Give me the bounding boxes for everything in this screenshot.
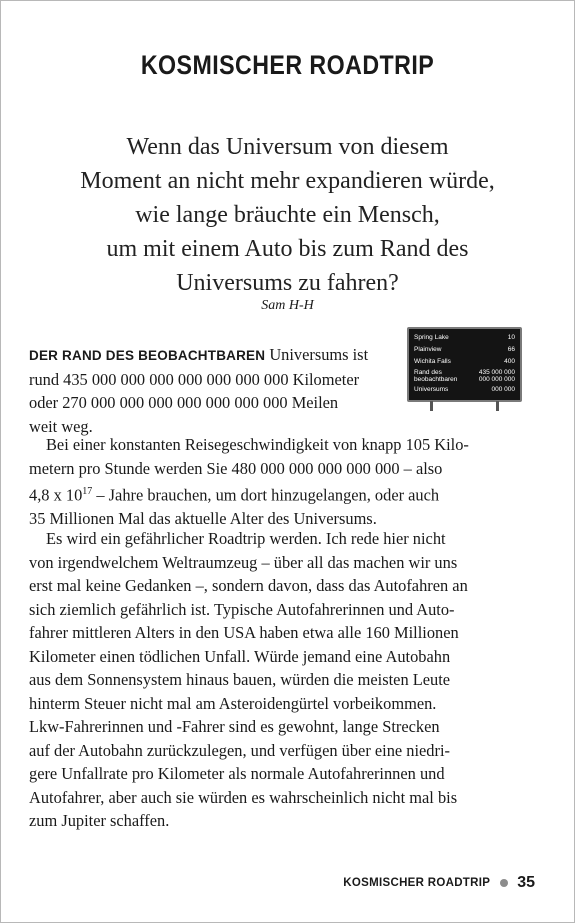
sign-place: Plainview [414,346,442,354]
exponent: 17 [82,486,93,497]
text-line: metern pro Stunde werden Sie 480 000 000 000 000 000 – also [29,458,443,478]
text-line: gere Unfallrate pro Kilometer als normale Autofahrerinnen und [29,764,445,783]
question-line: Wenn das Universum von diesem [126,134,449,160]
page-footer [343,874,535,892]
page-number: 35 [517,874,535,891]
page-title: KOSMISCHER ROADTRIP [140,50,435,80]
question-line: Moment an nicht mehr expandieren würde, [80,168,495,194]
sign-place: Universums [414,386,449,394]
sign-distance: 435 000 000 000 000 000 [478,368,515,383]
text-line: Autofahrer, aber auch sie würden es wahrscheinlich nicht mal bis [29,787,458,807]
paragraph-2 [29,433,549,530]
bullet-separator [500,879,508,887]
paragraph-1 [29,343,549,438]
text-line [29,480,549,507]
sign-place: Wichita Falls [414,358,451,366]
question-line: wie lange bräuchte ein Mensch, [135,202,440,228]
question [30,130,545,300]
text-run: – Jahre brauchen, um dort hinzugelangen, oder auch [92,485,440,505]
sign-distance: 66 [507,346,515,354]
text-run: Universums ist [265,345,369,364]
sign-distance: 000 000 [491,386,515,394]
sign-distance: 400 [504,358,515,366]
text-line: rund 435 000 000 000 000 000 000 000 Kilometer [29,369,360,389]
text-line: weit weg. [29,416,93,436]
text-line: von irgendwelchem Weltraumzeug – über all das machen wir uns [29,552,458,572]
text-run: 4,8 x 10 [29,485,83,505]
question-line: Universums zu fahren? [176,270,399,296]
sign-place: Rand des beobachtbaren [414,368,458,383]
text-line: hinterm Steuer nicht mal am Asteroidengürtel vorbeikommen. [29,693,437,713]
sign-place: Spring Lake [414,334,449,342]
text-line: oder 270 000 000 000 000 000 000 000 Meilen [29,393,339,412]
text-line: auf der Autobahn zurückzulegen, und verfügen über eine niedri- [29,740,450,760]
text-line: Kilometer einen tödlichen Unfall. Würde jemand eine Autobahn [29,646,451,666]
footer-title: KOSMISCHER ROADTRIP [343,877,491,889]
text-line: Lkw-Fahrerinnen und -Fahrer sind es gewohnt, lange Strecken [29,717,440,736]
text-line: aus dem Sonnensystem hinaus bauen, würden die meisten Leute [29,670,451,689]
text-line: Es wird ein gefährlicher Roadtrip werden. Ich rede hier nicht [46,529,446,548]
text-line: 35 Millionen Mal das aktuelle Alter des Universums. [29,508,377,528]
sign-distance: 10 [507,334,515,342]
lead-in: DER RAND DES BEOBACHTBAREN [29,348,266,363]
text-line: sich ziemlich gefährlich ist. Typische Autofahrerinnen und Auto- [29,599,455,619]
text-line: fahrer mittleren Alters in den USA haben etwa alle 160 Millionen [29,623,459,642]
text-line: zum Jupiter schaffen. [29,811,170,830]
question-line: um mit einem Auto bis zum Rand des [106,236,469,262]
text-line: Bei einer konstanten Reisegeschwindigkeit von knapp 105 Kilo- [46,435,469,454]
text-line [29,343,385,368]
text-line: erst mal keine Gedanken –, sondern davon, dass das Autofahren an [29,576,468,595]
question-author: Sam H-H [261,298,314,313]
paragraph-3 [29,527,549,833]
